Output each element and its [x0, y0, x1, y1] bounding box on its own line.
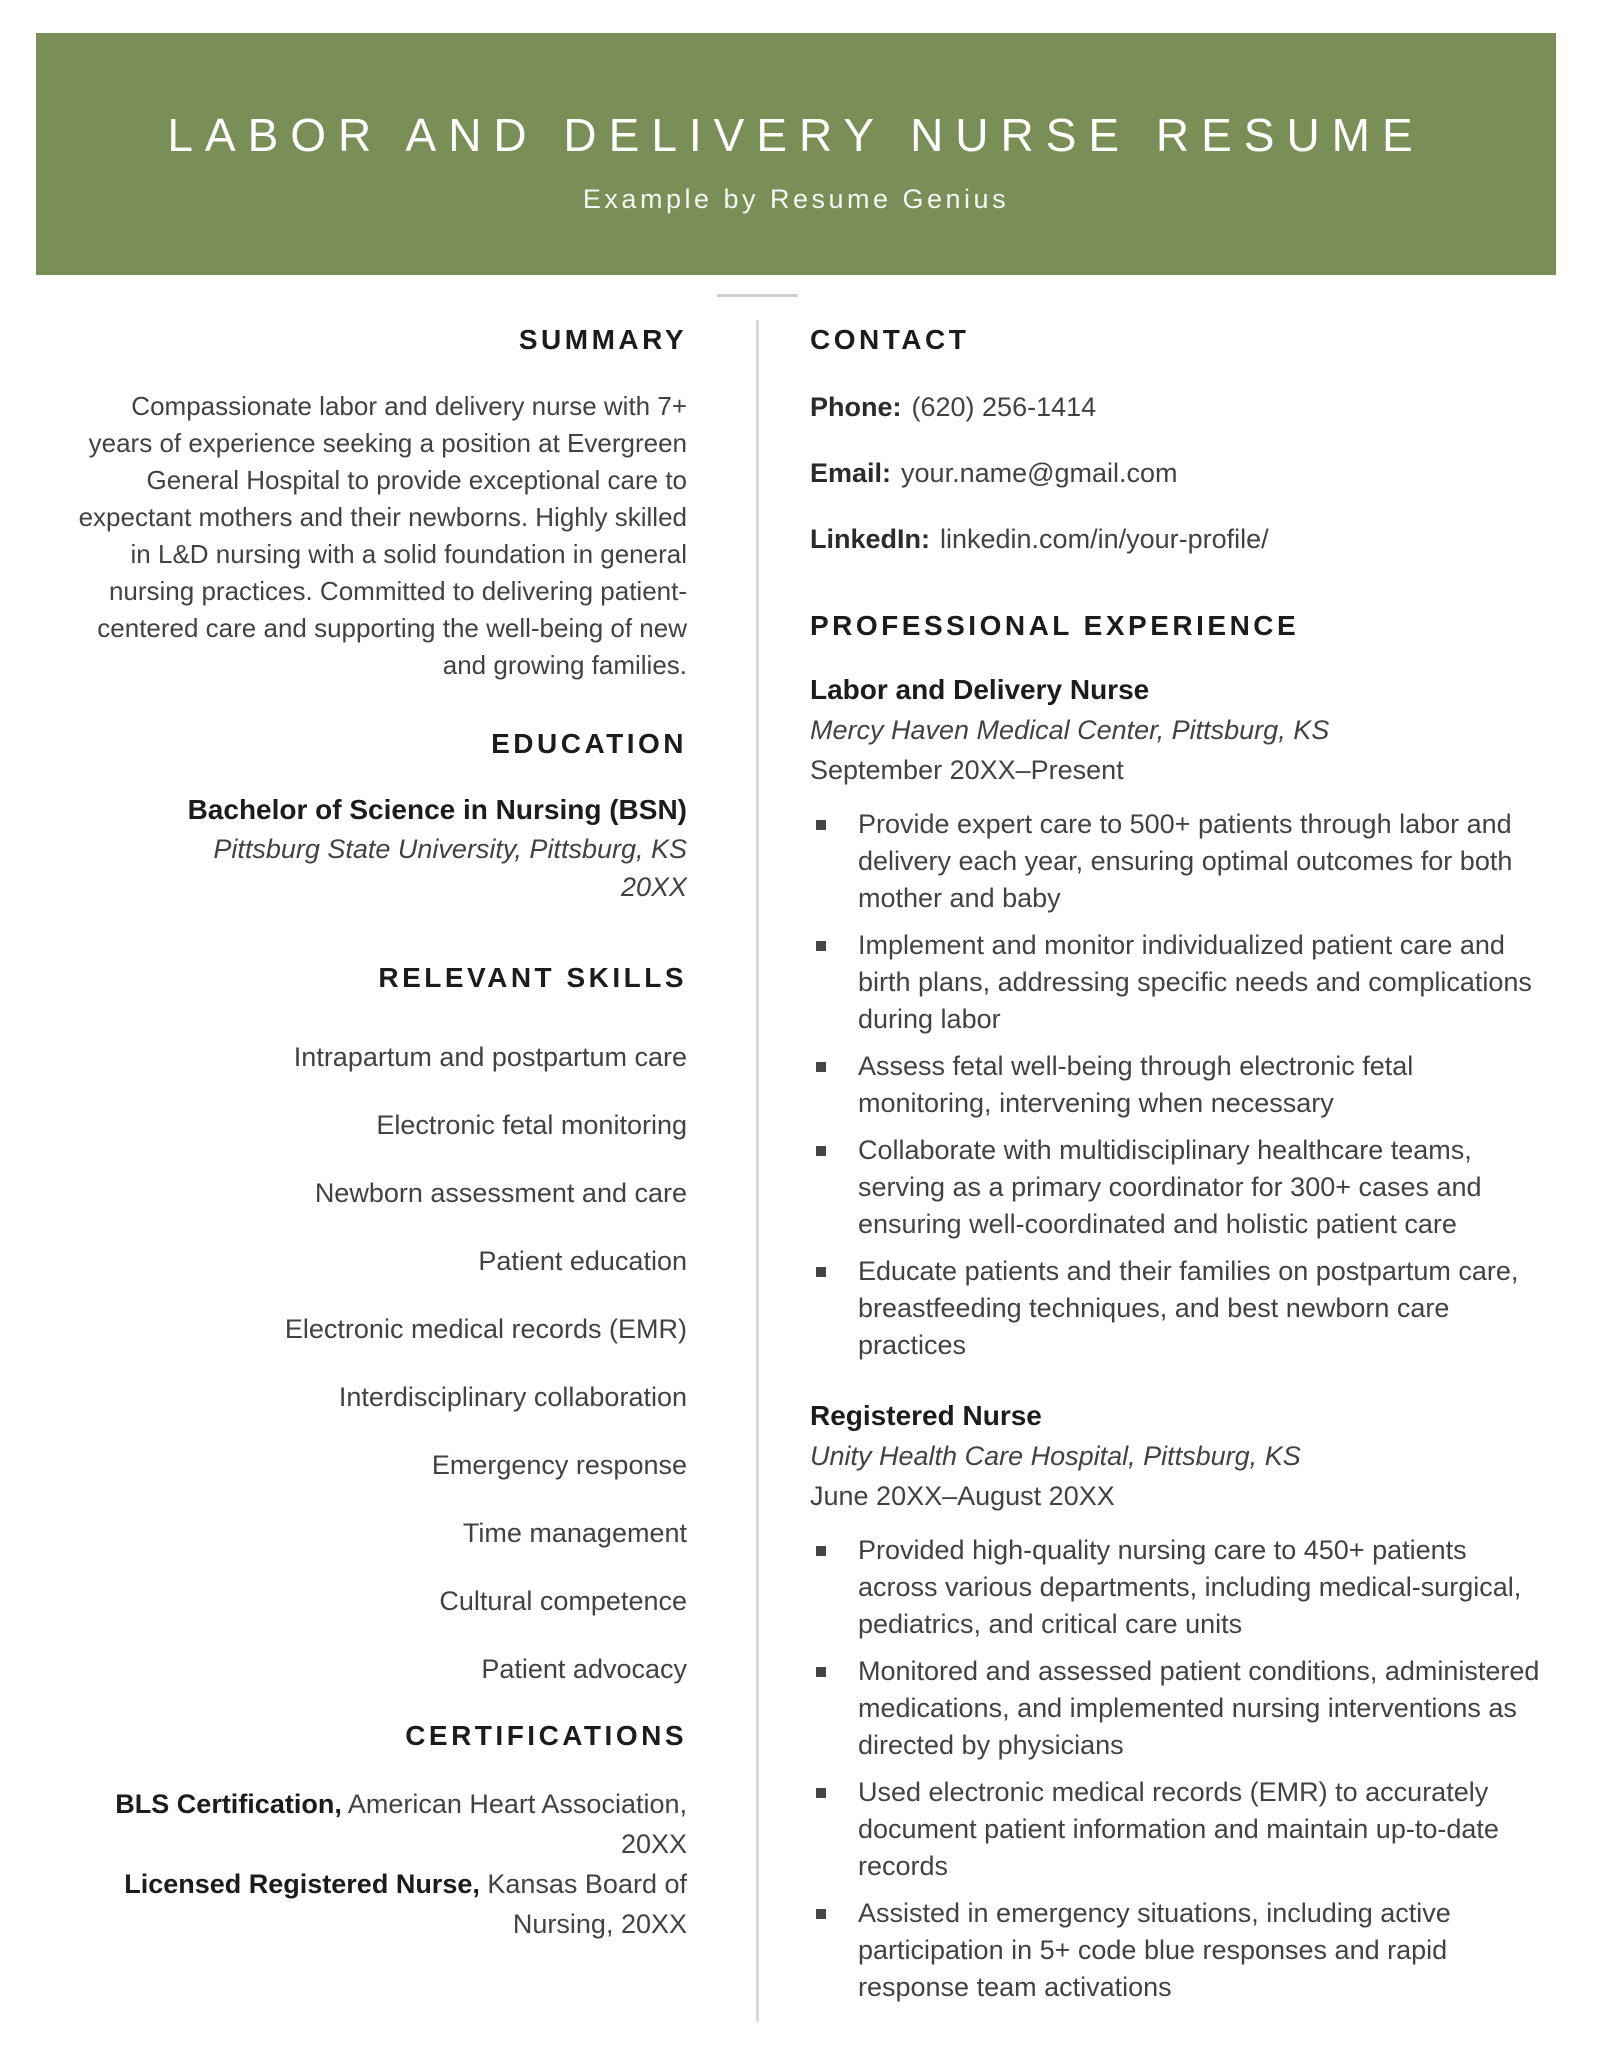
contact-row-phone	[810, 388, 1541, 426]
skill-item: Interdisciplinary collaboration	[338, 1382, 687, 1412]
job-bullet-text: Monitored and assessed patient conditions, administered medications, and implemented nursing interventions as directed by physicians	[858, 1656, 1540, 1760]
job-bullet-text: Assisted in emergency situations, including active participation in 5+ code blue responses and rapid response team activations	[858, 1898, 1451, 2002]
contact-list	[810, 388, 1541, 558]
resume-title: LABOR AND DELIVERY NURSE RESUME	[167, 109, 1425, 161]
left-column	[64, 322, 687, 1944]
job-bullet-text: Collaborate with multidisciplinary healthcare teams, serving as a primary coordinator for 300+ cases and ensuring well-coordinated and holistic patient care	[858, 1135, 1482, 1239]
experience-heading: PROFESSIONAL EXPERIENCE	[810, 610, 1300, 641]
right-column	[810, 322, 1541, 2016]
job-bullet-text: Provide expert care to 500+ patients through labor and delivery each year, ensuring optimal outcomes for both mother and baby	[858, 809, 1513, 913]
bullet-square-icon	[816, 1267, 826, 1277]
skill-item: Patient advocacy	[481, 1654, 687, 1684]
job-bullet-list	[810, 1532, 1541, 2006]
job-bullet-text: Assess fetal well-being through electronic fetal monitoring, intervening when necessary	[858, 1051, 1414, 1118]
certifications-heading: CERTIFICATIONS	[405, 1720, 687, 1751]
header-banner	[36, 33, 1556, 275]
skill-item: Emergency response	[431, 1450, 687, 1480]
skill-item: Patient education	[478, 1246, 687, 1276]
contact-row-email	[810, 454, 1541, 492]
contact-label: Phone:	[810, 392, 902, 422]
bullet-square-icon	[816, 1909, 826, 1919]
summary-text: Compassionate labor and delivery nurse with 7+ years of experience seeking a position at Evergreen General Hospital to provide exceptional care to expectant mothers and their newborns. Highly skilled in L&D nursing with a solid foundation in general nursing practices. Committed to delivering patient-centered care and supporting the well-being of new and growing families.	[78, 391, 687, 680]
job-bullet	[810, 1132, 1541, 1243]
job-company: Mercy Haven Medical Center, Pittsburg, KS	[810, 715, 1330, 745]
summary-heading: SUMMARY	[518, 324, 687, 355]
job-bullet-text: Implement and monitor individualized patient care and birth plans, addressing specific needs and complications during labor	[858, 930, 1532, 1034]
contact-value: linkedin.com/in/your-profile/	[940, 524, 1269, 554]
certification-name: BLS Certification,	[115, 1789, 342, 1819]
column-divider	[756, 320, 759, 2022]
job-bullet	[810, 1774, 1541, 1885]
job-bullet	[810, 927, 1541, 1038]
certification-name: Licensed Registered Nurse,	[124, 1869, 480, 1899]
job-dates: September 20XX–Present	[810, 755, 1124, 785]
job-bullet-text: Used electronic medical records (EMR) to accurately document patient information and maintain up-to-date records	[858, 1777, 1499, 1881]
job-bullet	[810, 1532, 1541, 1643]
certifications-list	[64, 1784, 687, 1944]
contact-label: Email:	[810, 458, 892, 488]
education-school: Pittsburg State University, Pittsburg, KS	[213, 834, 687, 864]
job-bullet	[810, 1048, 1541, 1122]
job-title: Labor and Delivery Nurse	[810, 674, 1150, 705]
education-degree: Bachelor of Science in Nursing (BSN)	[187, 794, 687, 825]
bullet-square-icon	[816, 1146, 826, 1156]
job-company: Unity Health Care Hospital, Pittsburg, KS	[810, 1441, 1301, 1471]
education-heading: EDUCATION	[491, 728, 687, 759]
skill-item: Time management	[462, 1518, 687, 1548]
job-bullet	[810, 1253, 1541, 1364]
education-year: 20XX	[620, 872, 687, 902]
skills-heading: RELEVANT SKILLS	[378, 962, 687, 993]
certification-item	[64, 1864, 687, 1944]
certification-item	[64, 1784, 687, 1864]
job-dates: June 20XX–August 20XX	[810, 1481, 1115, 1511]
job-bullet	[810, 1653, 1541, 1764]
job-entry	[810, 1396, 1541, 2006]
skill-item: Cultural competence	[439, 1586, 687, 1616]
job-title: Registered Nurse	[810, 1400, 1042, 1431]
certification-detail: Kansas Board of Nursing, 20XX	[479, 1869, 687, 1939]
bullet-square-icon	[816, 1062, 826, 1072]
bullet-square-icon	[816, 820, 826, 830]
job-entry	[810, 670, 1541, 1364]
job-bullet	[810, 806, 1541, 917]
resume-subtitle: Example by Resume Genius	[582, 184, 1010, 214]
skill-item: Electronic medical records (EMR)	[284, 1314, 687, 1344]
job-bullet-text: Educate patients and their families on postpartum care, breastfeeding techniques, and best newborn care practices	[858, 1256, 1519, 1360]
bullet-square-icon	[816, 1788, 826, 1798]
contact-value: your.name@gmail.com	[901, 458, 1178, 488]
bullet-square-icon	[816, 1546, 826, 1556]
skill-item: Electronic fetal monitoring	[376, 1110, 687, 1140]
skills-list	[64, 1038, 687, 1688]
contact-value: (620) 256-1414	[911, 392, 1097, 422]
skill-item: Newborn assessment and care	[314, 1178, 687, 1208]
job-bullet-list	[810, 806, 1541, 1364]
job-bullet-text: Provided high-quality nursing care to 450+ patients across various departments, including medical-surgical, pediatrics, and critical care units	[858, 1535, 1522, 1639]
contact-heading: CONTACT	[810, 324, 970, 355]
bullet-square-icon	[816, 941, 826, 951]
certification-detail: American Heart Association, 20XX	[341, 1789, 687, 1859]
contact-row-linkedin	[810, 520, 1541, 558]
contact-label: LinkedIn:	[810, 524, 930, 554]
top-center-divider	[717, 294, 798, 297]
job-bullet	[810, 1895, 1541, 2006]
skill-item: Intrapartum and postpartum care	[293, 1042, 687, 1072]
bullet-square-icon	[816, 1667, 826, 1677]
